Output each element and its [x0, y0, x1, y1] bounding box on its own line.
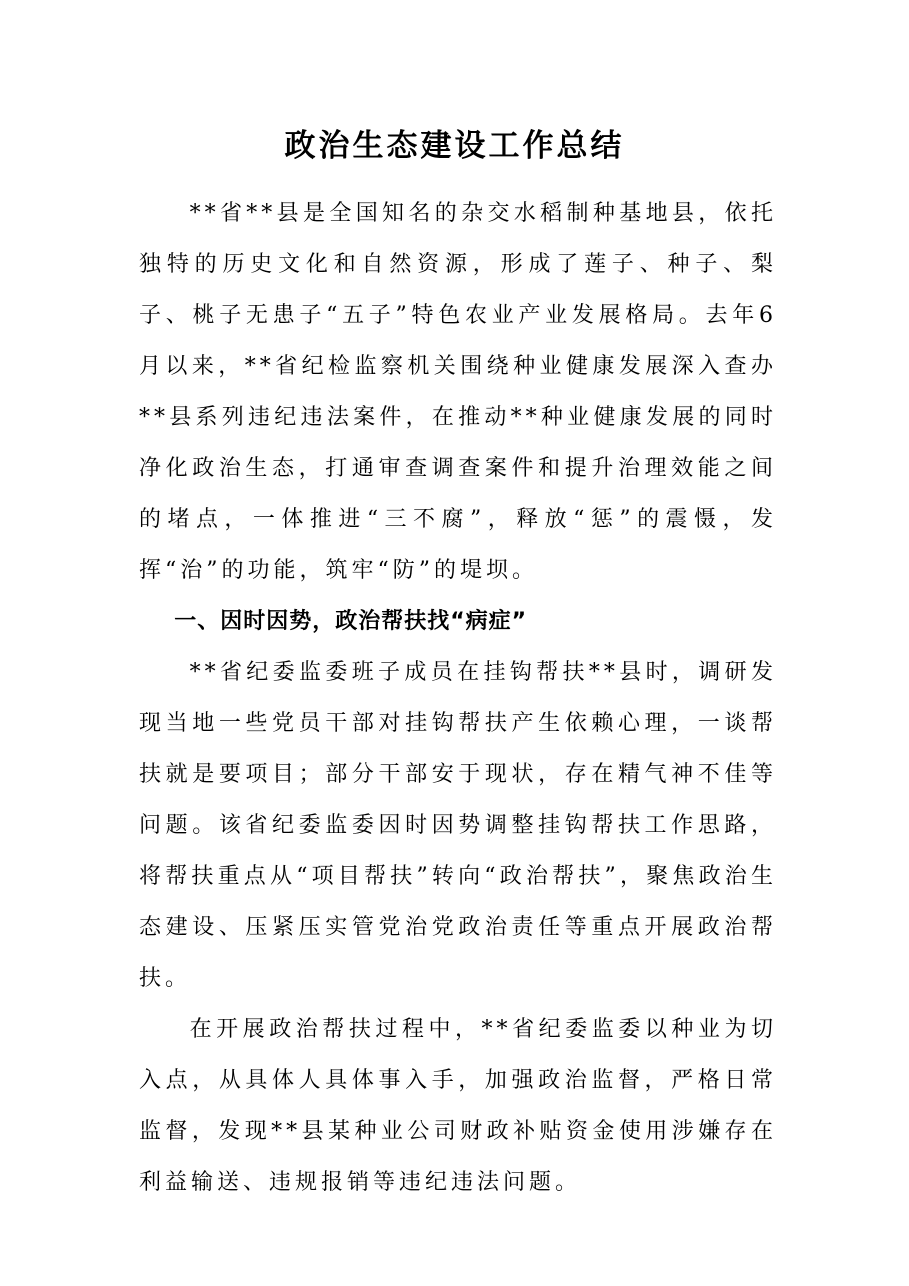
- intro-paragraph: **省**县是全国知名的杂交水稻制种基地县，依托独特的历史文化和自然资源，形成了莲子、种子、梨子、桃子无患子“五子”特色农业产业发展格局。去年6月以来，**省纪检监察机关围绕种业健康发展深入查办**县系列违纪违法案件，在推动**种业健康发展的同时净化政治生态，打通审查调查案件和提升治理效能之间的堵点，一体推进“三不腐”，释放“惩”的震慑，发挥“治”的功能，筑牢“防”的堤坝。: [139, 201, 777, 583]
- section-heading: 一、因时因势，政治帮扶找“病症”: [174, 609, 528, 634]
- document-body: [139, 188, 777, 1208]
- section-paragraph-2: 在开展政治帮扶过程中，**省纪委监委以种业为切入点，从具体人具体事入手，加强政治监督，严格日常监督，发现**县某种业公司财政补贴资金使用涉嫌存在利益输送、违规报销等违纪违法问题。: [139, 1017, 777, 1195]
- document-title: 政治生态建设工作总结: [284, 128, 625, 164]
- section-paragraph-1: **省纪委监委班子成员在挂钩帮扶**县时，调研发现当地一些党员干部对挂钩帮扶产生依赖心理，一谈帮扶就是要项目；部分干部安于现状，存在精气神不佳等问题。该省纪委监委因时因势调整挂钩帮扶工作思路，将帮扶重点从“项目帮扶”转向“政治帮扶”，聚焦政治生态建设、压紧压实管党治党政治责任等重点开展政治帮扶。: [139, 660, 777, 991]
